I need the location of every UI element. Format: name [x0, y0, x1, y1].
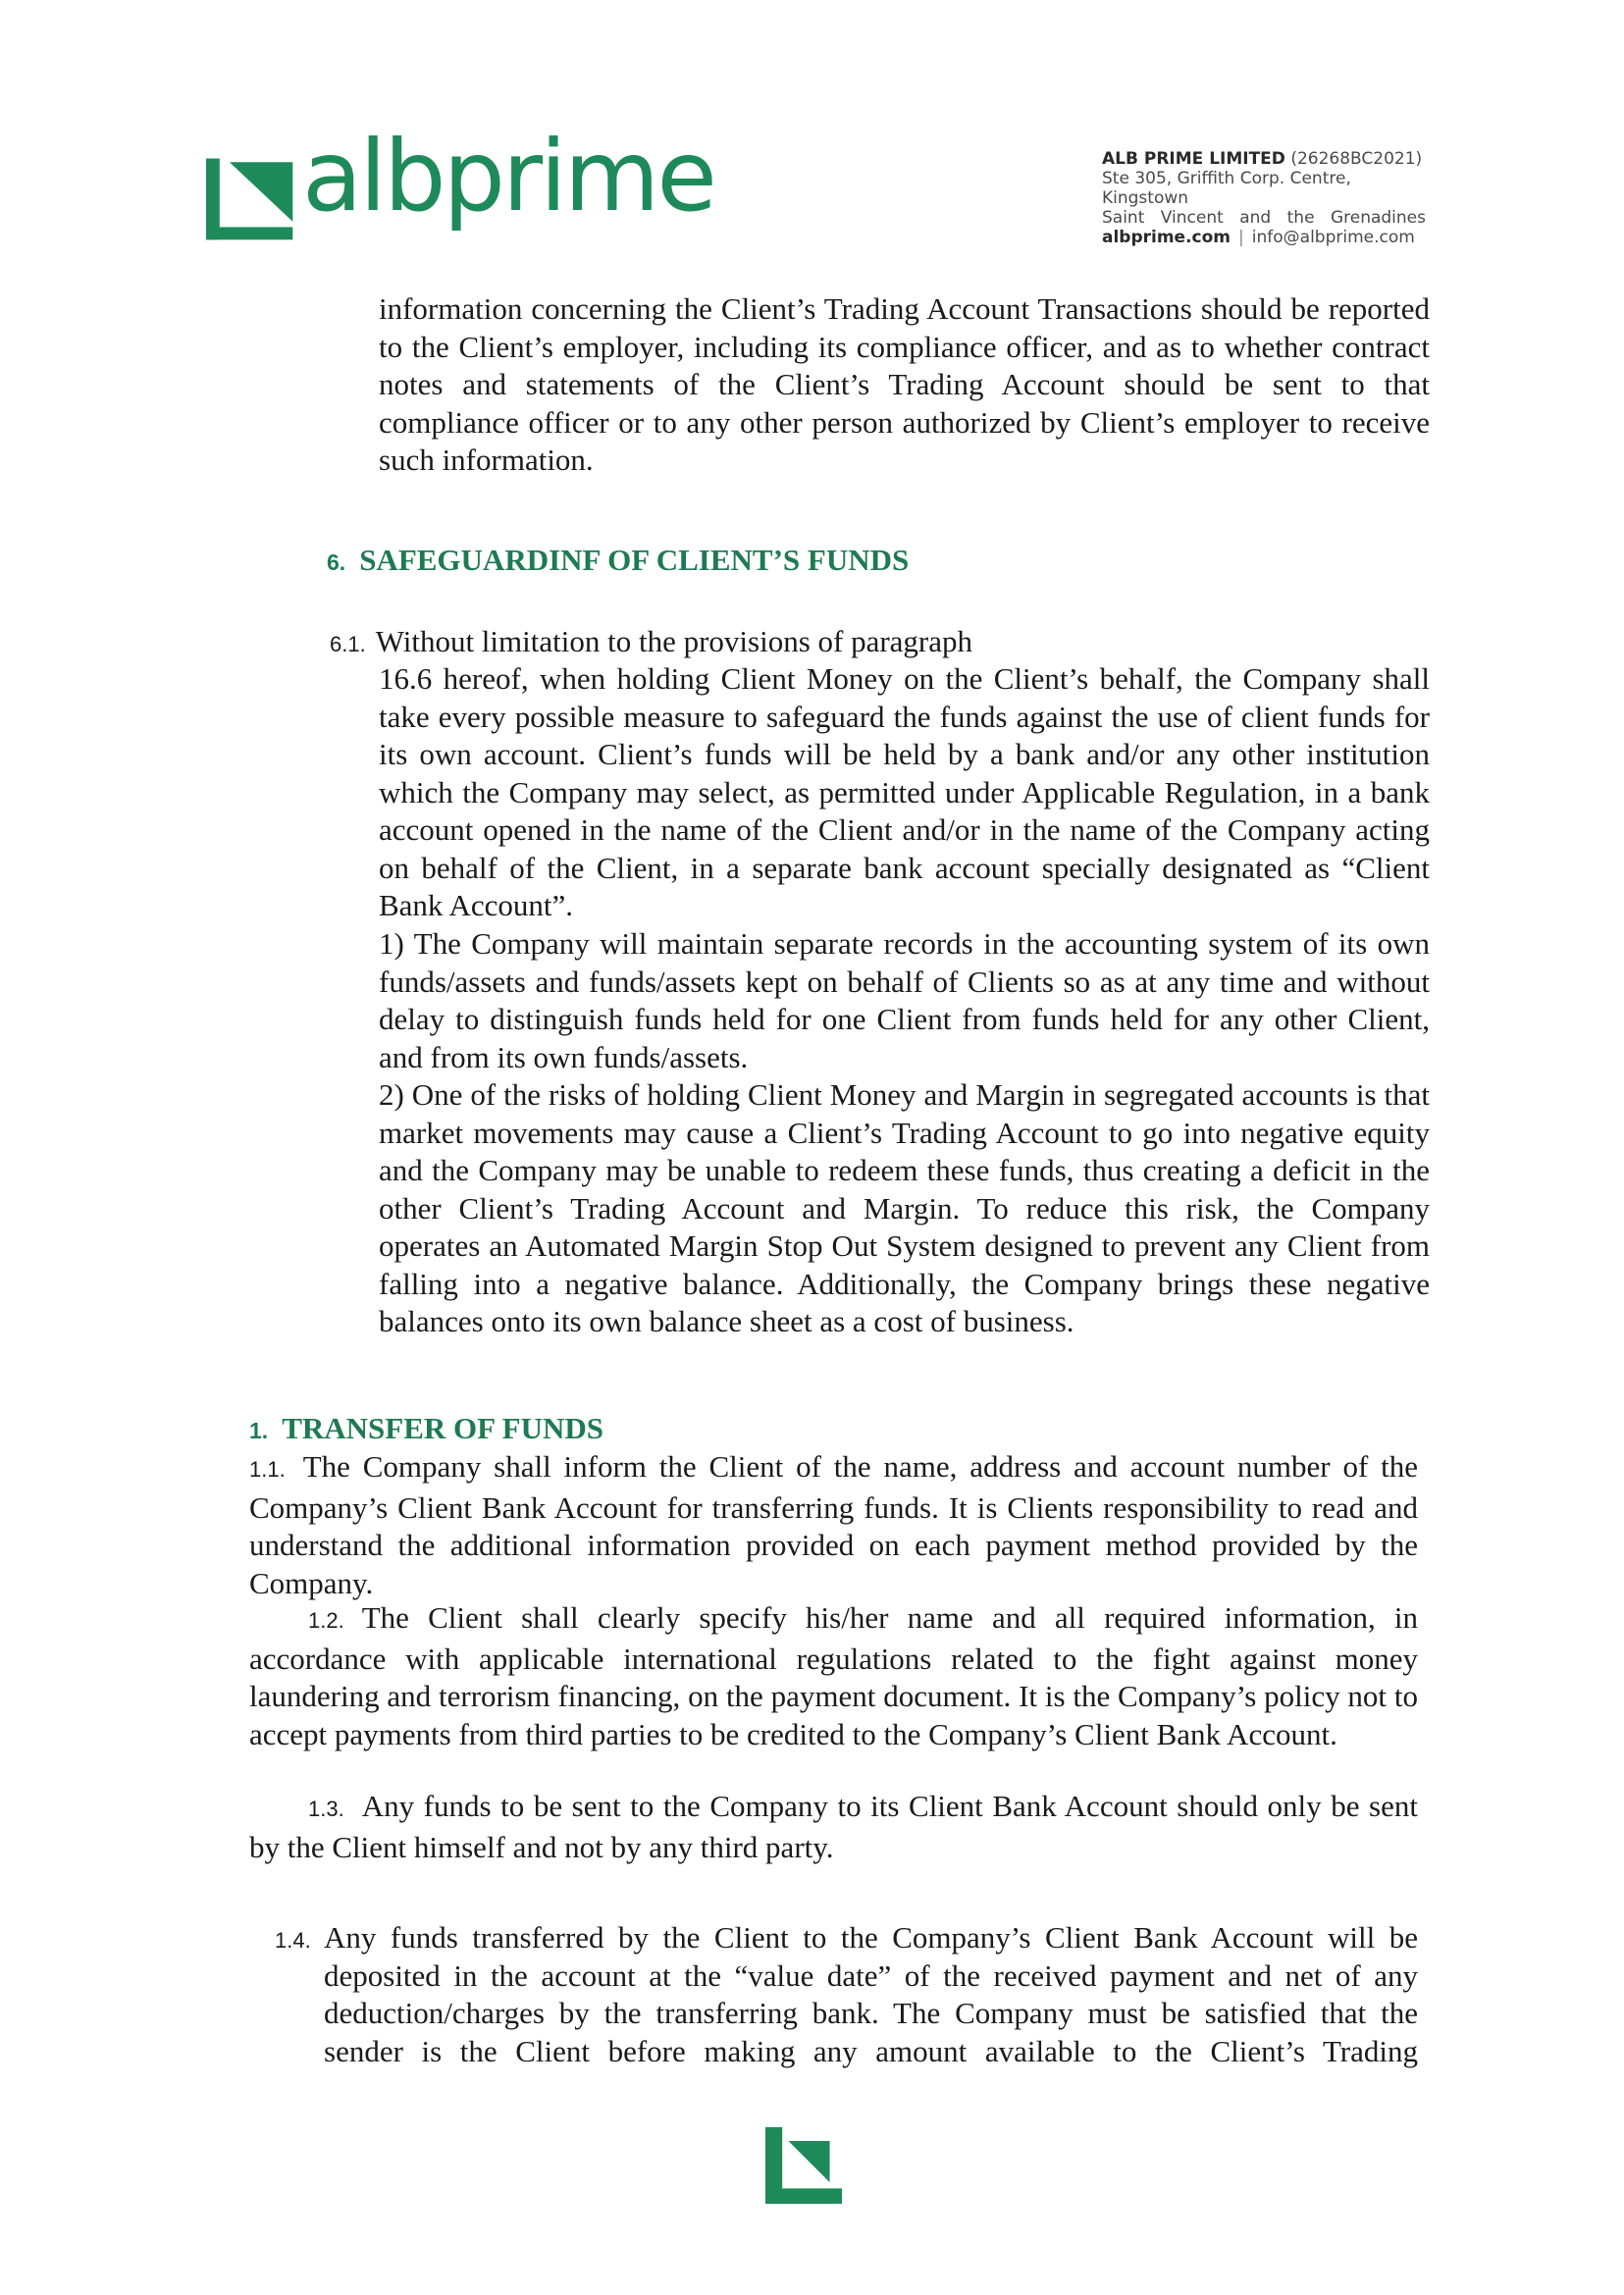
section-6-title: SAFEGUARDINF OF CLIENT’S FUNDS	[359, 543, 910, 577]
footer-logo-mark-icon	[765, 2127, 842, 2204]
company-reg: (26268BC2021)	[1290, 149, 1423, 169]
clause-1-4-number-wrap	[275, 1919, 321, 1960]
clause-1-4-number: 1.4.	[275, 1928, 311, 1953]
section-6-heading	[327, 542, 909, 581]
clause-1-4-text: Any funds transferred by the Client to the Company’s Client Bank Account will be deposited in the account at the “value date” of the received payment and net of any deduction/charges by the transferring bank. The Company must be satisfied that the sender is the Client before making any amount available to the Client’s Trading	[324, 1920, 1418, 2068]
contact-separator: |	[1238, 228, 1244, 247]
clause-1-1	[249, 1448, 1418, 1602]
clause-6-1-lead: Without limitation to the provisions of paragraph	[375, 624, 973, 658]
contact-line	[1102, 228, 1426, 247]
logo-wordmark: albprime	[302, 119, 714, 234]
clause-6-1-number: 6.1.	[330, 632, 366, 656]
company-logo	[206, 119, 714, 247]
clause-1-3-number: 1.3.	[308, 1797, 344, 1821]
address-line-1: Ste 305, Griffith Corp. Centre, Kingstown	[1102, 169, 1351, 208]
section-1-heading	[249, 1410, 603, 1449]
clause-1-2-number: 1.2.	[308, 1608, 344, 1633]
address-line-2: Saint Vincent and the Grenadines	[1102, 208, 1426, 228]
clause-1-2	[249, 1599, 1418, 1753]
company-name-line	[1102, 149, 1426, 169]
clause-1-1-text: The Company shall inform the Client of the name, address and account number of the Company’s Client Bank Account for transferring funds. It is Clients responsibility to read and understand the additional information provided on each payment method provided by the Company.	[249, 1449, 1418, 1600]
clause-6-1-body: 16.6 hereof, when holding Client Money on the Client’s behalf, the Company shall take every possible measure to safeguard the funds against the use of client funds for its own account. Client’s funds will be held by a bank and/or any other institution which the Company may select, as permitted under Applicable Regulation, in a bank account opened in the name of the Client and/or in the name of the Company acting on behalf of the Client, in a separate bank account specially designated as “Client Bank Account”.	[379, 661, 1430, 922]
clause-6-item-1: 1) The Company will maintain separate records in the accounting system of its own funds/assets and funds/assets kept on behalf of Clients so as at any time and without delay to distinguish funds held for one Client from funds held for any other Client, and from its own funds/assets.	[379, 926, 1430, 1074]
clause-1-2-text: The Client shall clearly specify his/her name and all required information, in accordance with applicable international regulations related to the fight against money laundering and terrorism financing, on the payment document. It is the Company’s policy not to accept payments from third parties to be credited to the Company’s Client Bank Account.	[249, 1600, 1418, 1751]
section-1-number: 1.	[249, 1418, 269, 1443]
section-1-title: TRANSFER OF FUNDS	[282, 1411, 604, 1445]
email-link[interactable]: info@albprime.com	[1251, 228, 1415, 247]
section-6-number: 6.	[327, 549, 346, 575]
clause-1-1-number: 1.1.	[249, 1457, 286, 1482]
clause-1-3	[249, 1788, 1418, 1866]
clause-6-1-first-line	[330, 623, 972, 664]
company-info	[1102, 149, 1426, 247]
continuation-paragraph: information concerning the Client’s Trading Account Transactions should be reported to the Client’s employer, including its compliance officer, and as to whether contract notes and statements of the Client’s Trading Account should be sent to that compliance officer or to any other person authorized by Client’s employer to receive such information.	[379, 291, 1430, 477]
clause-1-3-text: Any funds to be sent to the Company to its Client Bank Account should only be sent by the Client himself and not by any third party.	[249, 1789, 1418, 1864]
company-name: ALB PRIME LIMITED	[1102, 149, 1285, 169]
clause-6-item-2: 2) One of the risks of holding Client Money and Margin in segregated accounts is that market movements may cause a Client’s Trading Account to go into negative equity and the Company may be unable to redeem these funds, thus creating a deficit in the other Client’s Trading Account and Margin. To reduce this risk, the Company operates an Automated Margin Stop Out System designed to prevent any Client from falling into a negative balance. Additionally, the Company brings these negative balances onto its own balance sheet as a cost of business.	[379, 1077, 1430, 1338]
website-link[interactable]: albprime.com	[1102, 228, 1231, 247]
logo-mark-icon	[206, 153, 296, 243]
